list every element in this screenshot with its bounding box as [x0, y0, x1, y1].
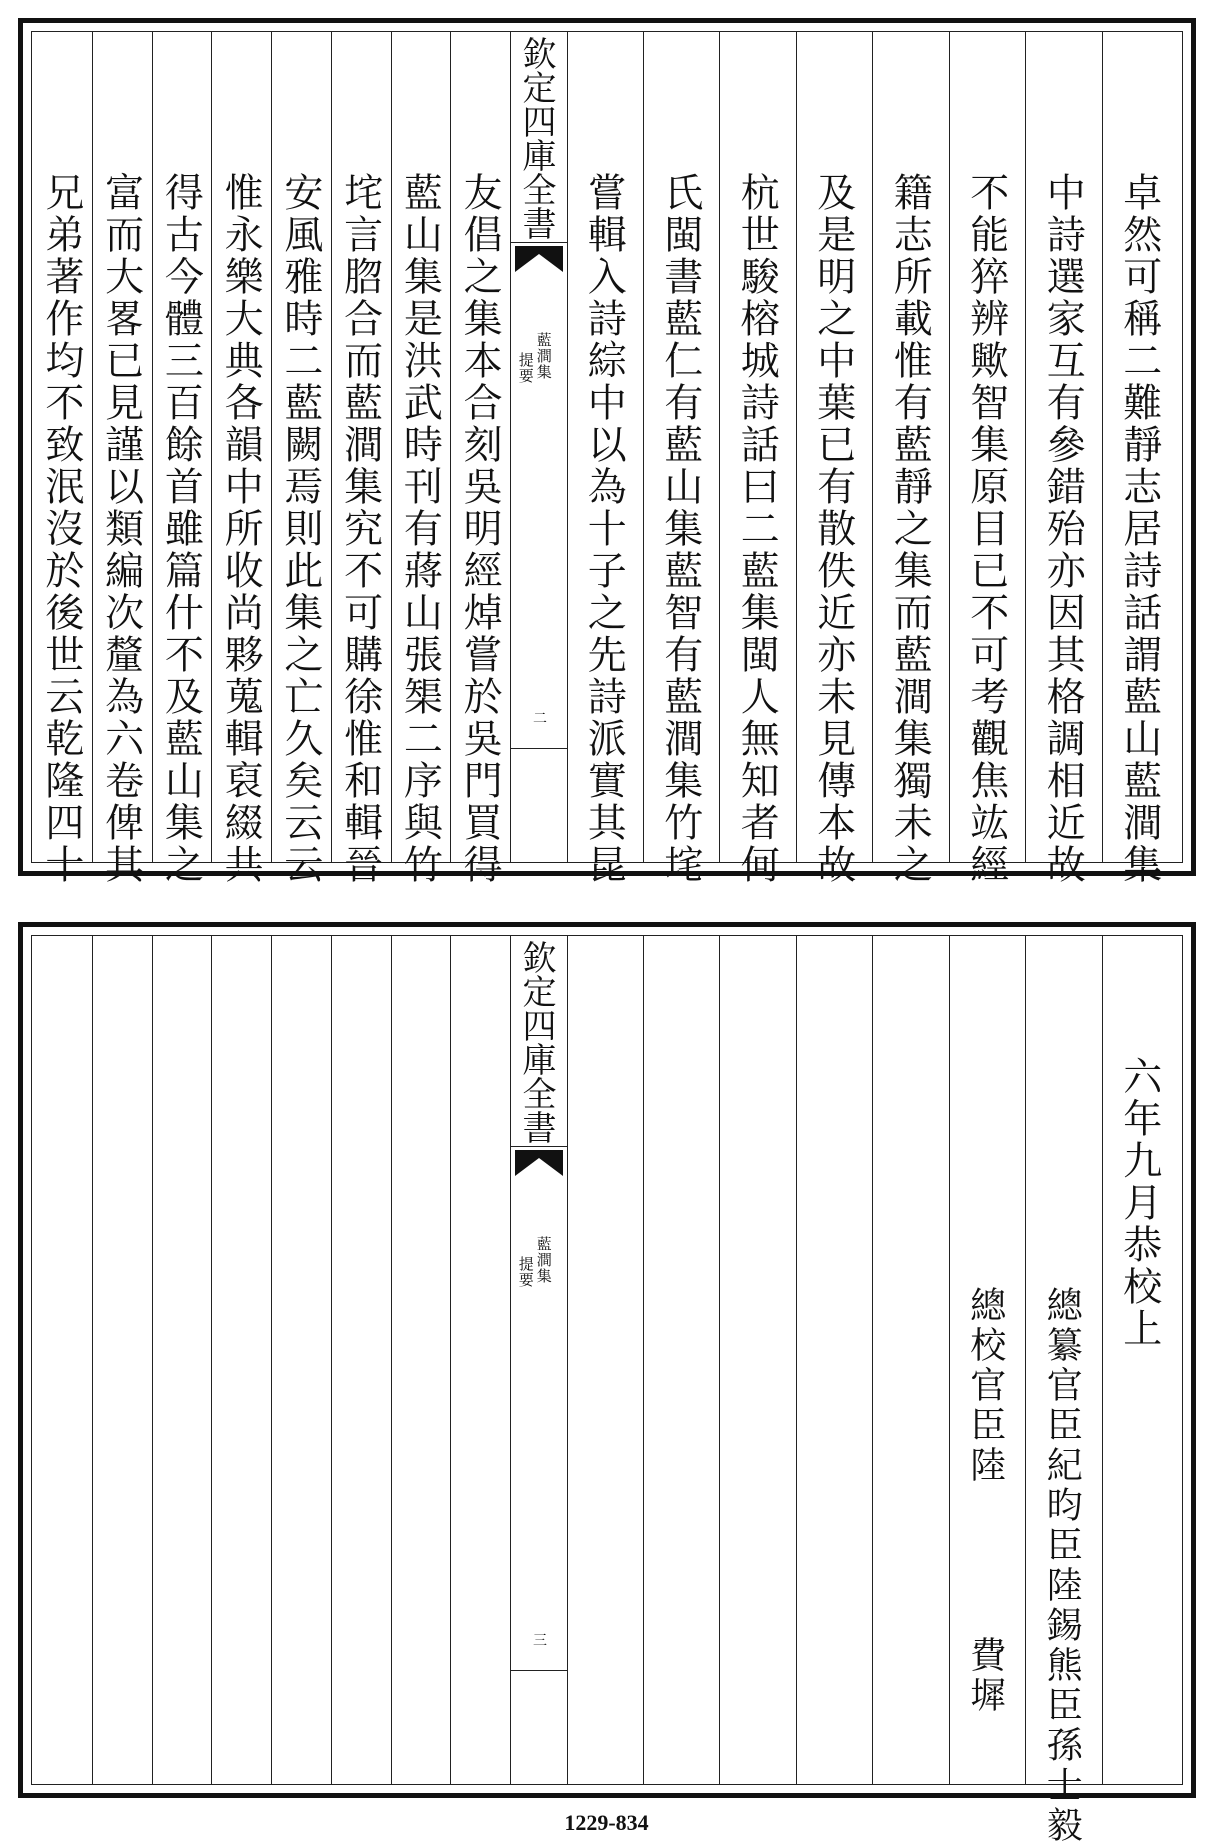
text-column: 嘗輯入詩綜中以為十子之先詩派實其昆: [581, 172, 627, 886]
column-rule: [643, 936, 644, 1784]
fishtail-mark-icon: [515, 246, 563, 274]
column-rule: [271, 936, 272, 1784]
fishtail-mark-icon: [515, 1150, 563, 1178]
spine-section: 提要: [516, 352, 535, 384]
column-rule: [391, 936, 392, 1784]
center-spine: [510, 32, 568, 862]
column-rule: [643, 32, 644, 862]
column-rule: [331, 32, 332, 862]
column-rule: [450, 936, 451, 1784]
text-column: 藍山集是洪武時刊有蔣山張榘二序與竹: [397, 172, 443, 886]
column-rule: [1102, 32, 1103, 862]
text-column: 惟永樂大典各韻中所收尚夥蒐輯裒綴共: [218, 172, 264, 886]
spine-book-title: 藍澗集: [534, 1236, 553, 1284]
spine-title: 欽定四庫全書: [516, 36, 556, 240]
text-column: 不能猝辨歟智集原目已不可考觀焦竑經: [963, 172, 1009, 886]
collator-title: 總校官臣陸: [964, 1286, 1006, 1486]
text-column: 富而大畧已見謹以類編次釐為六卷俾其: [98, 172, 144, 886]
text-column: 安風雅時二藍闕焉則此集之亡久矣云云: [277, 172, 323, 886]
column-rule: [152, 936, 153, 1784]
date-line: 六年九月恭校上: [1116, 1056, 1162, 1350]
spine-divider: [511, 242, 567, 243]
column-rule: [152, 32, 153, 862]
spine-divider: [511, 748, 567, 749]
column-rule: [796, 32, 797, 862]
column-rule: [211, 936, 212, 1784]
column-rule: [1025, 32, 1026, 862]
text-column: 籍志所載惟有藍靜之集而藍澗集獨未之: [887, 172, 933, 886]
spine-title: 欽定四庫全書: [516, 940, 556, 1144]
spine-divider: [511, 1670, 567, 1671]
text-column: 氏閩書藍仁有藍山集藍智有藍澗集竹垞: [657, 172, 703, 886]
column-rule: [1025, 936, 1026, 1784]
text-column: 中詩選家互有參錯殆亦因其格調相近故: [1040, 172, 1086, 886]
page-number: 1229-834: [564, 1810, 649, 1835]
column-rule: [211, 32, 212, 862]
text-column: 得古今體三百餘首雖篇什不及藍山集之: [158, 172, 204, 886]
spine-page-number: 二: [533, 711, 547, 727]
top-page: [18, 18, 1196, 886]
compilers-line: 總纂官臣紀昀臣陸錫熊臣孫士毅: [1041, 1286, 1083, 1846]
spine-divider: [511, 1146, 567, 1147]
spine-book-title: 藍澗集: [534, 332, 553, 380]
column-rule: [92, 936, 93, 1784]
text-column: 及是明之中葉已有散佚近亦未見傳本故: [810, 172, 856, 886]
column-rule: [92, 32, 93, 862]
top-page-text-frame: [31, 31, 1183, 886]
column-rule: [391, 32, 392, 862]
column-rule: [719, 32, 720, 862]
column-rule: [872, 32, 873, 862]
text-column: 友倡之集本合刻吳明經焯嘗於吳門買得: [457, 172, 503, 886]
column-rule: [949, 936, 950, 1784]
column-rule: [872, 936, 873, 1784]
column-rule: [450, 32, 451, 862]
collator-name: 費墀: [964, 1636, 1006, 1716]
column-rule: [796, 936, 797, 1784]
spine-page-number: 三: [533, 1633, 547, 1649]
text-column: 垞言脗合而藍澗集究不可購徐惟和輯晉: [337, 172, 383, 886]
column-rule: [331, 936, 332, 1784]
text-column: 兄弟著作均不致泯沒於後世云乾隆四十: [38, 172, 84, 886]
center-spine: [510, 936, 568, 1784]
spine-section: 提要: [516, 1256, 535, 1288]
column-rule: [1102, 936, 1103, 1784]
column-rule: [949, 32, 950, 862]
text-column: 杭世駿榕城詩話曰二藍集閩人無知者何: [734, 172, 780, 886]
column-rule: [719, 936, 720, 1784]
column-rule: [271, 32, 272, 862]
text-column: 卓然可稱二難靜志居詩話謂藍山藍澗集: [1116, 172, 1162, 886]
